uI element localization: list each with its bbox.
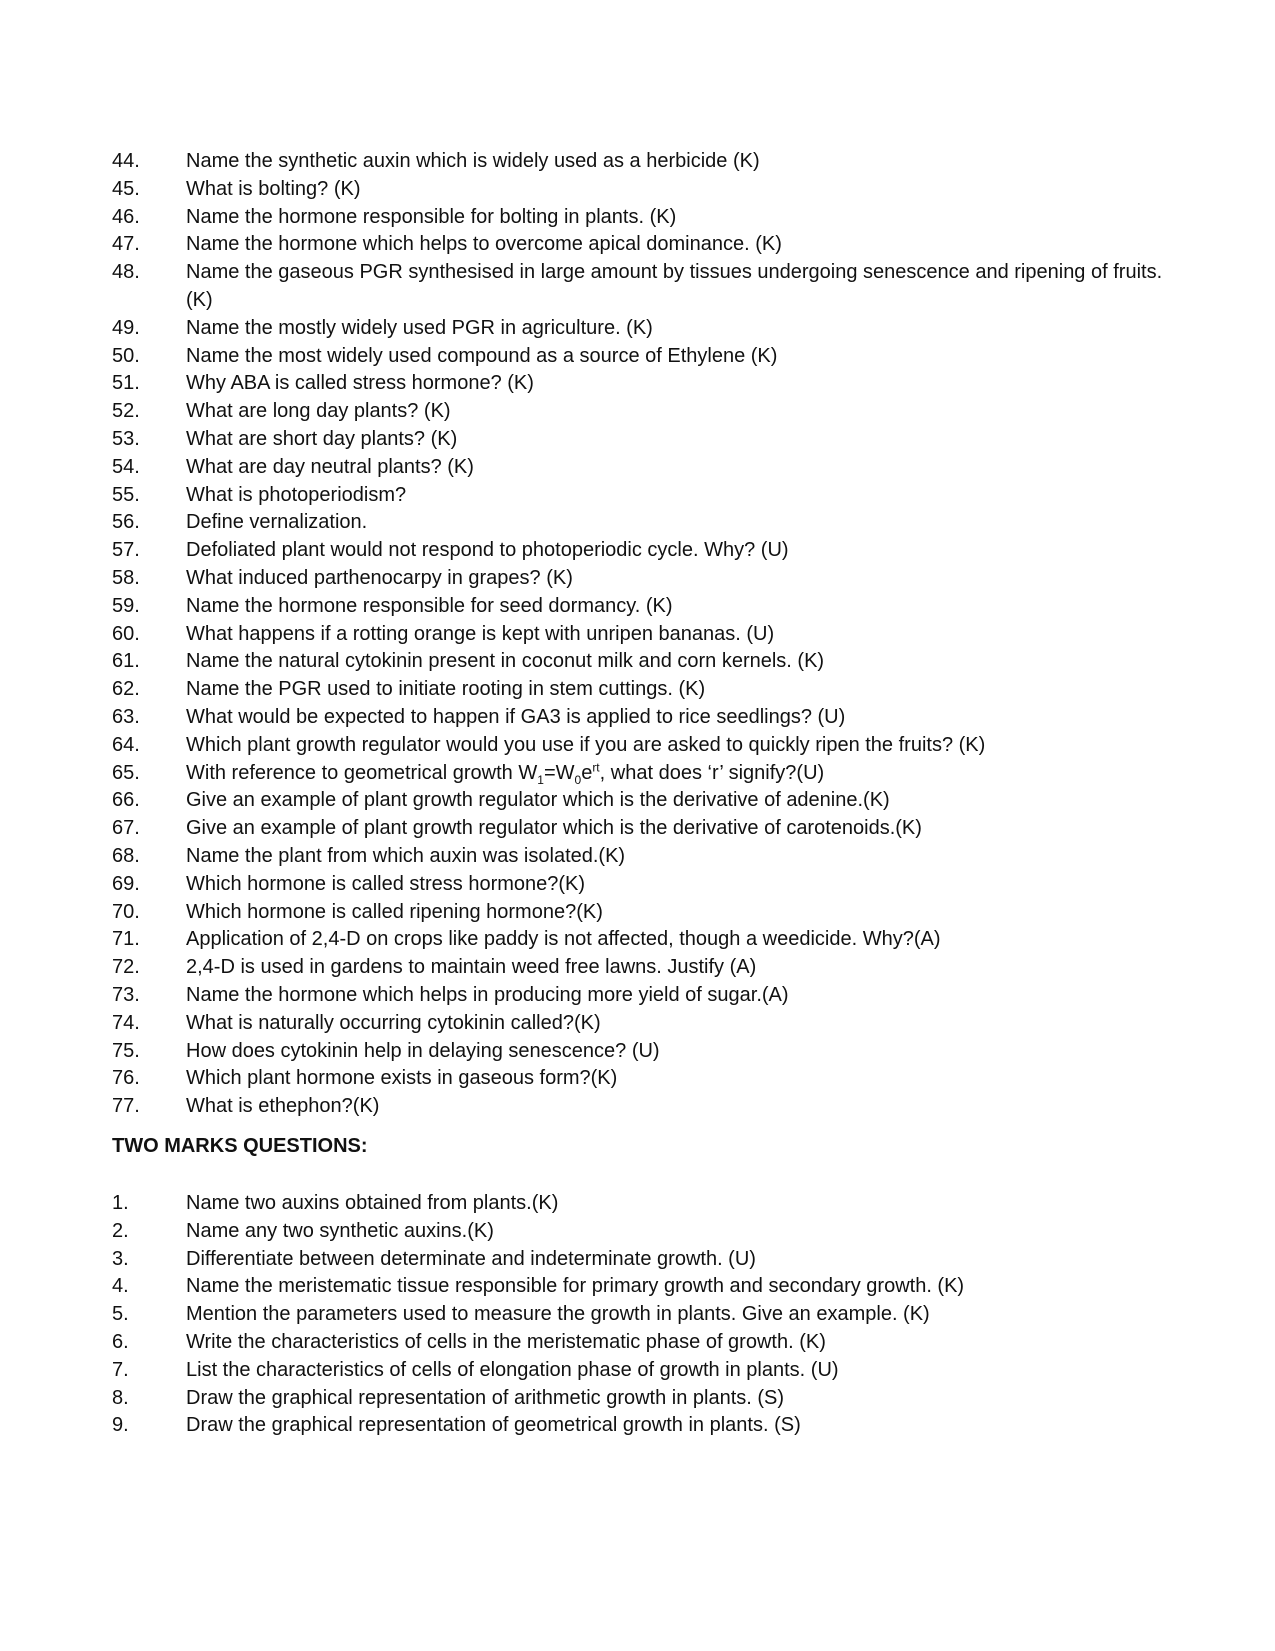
question-text: Name the gaseous PGR synthesised in large amount by tissues undergoing senescence and ripening of fruits. (K) bbox=[186, 261, 1163, 311]
question-text: 2,4-D is used in gardens to maintain weed free lawns. Justify (A) bbox=[186, 956, 757, 979]
question-number: 66. bbox=[112, 789, 140, 812]
formula-text: e bbox=[581, 761, 593, 784]
formula-subscript: 0 bbox=[574, 772, 582, 787]
question-number: 55. bbox=[112, 483, 140, 506]
question-number: 50. bbox=[112, 344, 140, 367]
question-item bbox=[112, 760, 1172, 788]
question-text: Which plant hormone exists in gaseous form?(K) bbox=[186, 1067, 618, 1090]
question-item bbox=[112, 1329, 1172, 1357]
question-number: 77. bbox=[112, 1095, 140, 1118]
question-text: What induced parthenocarpy in grapes? (K) bbox=[186, 566, 573, 589]
question-text: Which hormone is called stress hormone?(K) bbox=[186, 872, 586, 895]
question-item bbox=[112, 843, 1172, 871]
question-text: Draw the graphical representation of arithmetic growth in plants. (S) bbox=[186, 1386, 785, 1409]
question-text: Defoliated plant would not respond to photoperiodic cycle. Why? (U) bbox=[186, 539, 789, 562]
question-number: 74. bbox=[112, 1011, 140, 1034]
question-number: 63. bbox=[112, 705, 140, 728]
question-number: 57. bbox=[112, 539, 140, 562]
two-mark-question-list bbox=[112, 1190, 1172, 1440]
question-text: What are day neutral plants? (K) bbox=[186, 455, 474, 478]
question-item bbox=[112, 1273, 1172, 1301]
question-item bbox=[112, 398, 1172, 426]
question-item bbox=[112, 954, 1172, 982]
formula-text: With reference to geometrical growth W bbox=[186, 761, 538, 784]
question-item bbox=[112, 1412, 1172, 1440]
question-text: Draw the graphical representation of geometrical growth in plants. (S) bbox=[186, 1414, 801, 1437]
question-number: 3. bbox=[112, 1247, 129, 1270]
question-number: 72. bbox=[112, 956, 140, 979]
question-number: 69. bbox=[112, 872, 140, 895]
question-number: 56. bbox=[112, 511, 140, 534]
question-number: 48. bbox=[112, 261, 140, 284]
question-item bbox=[112, 787, 1172, 815]
question-number: 4. bbox=[112, 1275, 129, 1298]
question-number: 73. bbox=[112, 983, 140, 1006]
question-number: 45. bbox=[112, 177, 140, 200]
question-number: 5. bbox=[112, 1303, 129, 1326]
question-text: What is bolting? (K) bbox=[186, 177, 361, 200]
question-item bbox=[112, 926, 1172, 954]
question-text: Name the synthetic auxin which is widely used as a herbicide (K) bbox=[186, 150, 760, 172]
question-text: Name the plant from which auxin was isolated.(K) bbox=[186, 844, 626, 867]
question-number: 44. bbox=[112, 150, 140, 172]
one-mark-question-list bbox=[112, 148, 1172, 1121]
question-item bbox=[112, 370, 1172, 398]
question-text: Which plant growth regulator would you use if you are asked to quickly ripen the fruits? (K) bbox=[186, 733, 986, 756]
question-number: 75. bbox=[112, 1039, 140, 1062]
question-number: 47. bbox=[112, 233, 140, 256]
question-item bbox=[112, 1065, 1172, 1093]
question-text: Write the characteristics of cells in the meristematic phase of growth. (K) bbox=[186, 1330, 826, 1353]
question-text: Why ABA is called stress hormone? (K) bbox=[186, 372, 534, 395]
question-number: 54. bbox=[112, 455, 140, 478]
question-item bbox=[112, 1218, 1172, 1246]
question-text: Name the mostly widely used PGR in agriculture. (K) bbox=[186, 316, 653, 339]
question-number: 9. bbox=[112, 1414, 129, 1437]
question-text: What is naturally occurring cytokinin called?(K) bbox=[186, 1011, 601, 1034]
question-item bbox=[112, 343, 1172, 371]
question-item bbox=[112, 815, 1172, 843]
question-number: 49. bbox=[112, 316, 140, 339]
question-number: 61. bbox=[112, 650, 140, 673]
question-number: 58. bbox=[112, 566, 140, 589]
question-item bbox=[112, 148, 1172, 176]
question-number: 6. bbox=[112, 1330, 129, 1353]
formula-subscript: 1 bbox=[537, 772, 544, 787]
question-item bbox=[112, 648, 1172, 676]
question-item bbox=[112, 1246, 1172, 1274]
question-text: What is ethephon?(K) bbox=[186, 1095, 380, 1118]
question-text: Name the most widely used compound as a source of Ethylene (K) bbox=[186, 344, 778, 367]
question-text: Name the hormone which helps to overcome apical dominance. (K) bbox=[186, 233, 782, 256]
question-item bbox=[112, 621, 1172, 649]
question-item bbox=[112, 176, 1172, 204]
question-number: 8. bbox=[112, 1386, 129, 1409]
question-text: Name the natural cytokinin present in coconut milk and corn kernels. (K) bbox=[186, 650, 825, 673]
question-text-formula bbox=[186, 760, 1172, 788]
question-item bbox=[112, 259, 1172, 315]
question-text: Application of 2,4-D on crops like paddy is not affected, though a weedicide. Why?(A) bbox=[186, 928, 941, 951]
question-text: How does cytokinin help in delaying senescence? (U) bbox=[186, 1039, 660, 1062]
question-item bbox=[112, 1038, 1172, 1066]
question-number: 59. bbox=[112, 594, 140, 617]
question-text: What are short day plants? (K) bbox=[186, 427, 458, 450]
question-number: 53. bbox=[112, 427, 140, 450]
question-item bbox=[112, 732, 1172, 760]
question-item bbox=[112, 204, 1172, 232]
question-number: 65. bbox=[112, 761, 140, 784]
question-item bbox=[112, 315, 1172, 343]
question-item bbox=[112, 676, 1172, 704]
question-item bbox=[112, 593, 1172, 621]
question-item bbox=[112, 565, 1172, 593]
question-item bbox=[112, 1385, 1172, 1413]
question-text: Name the hormone which helps in producing more yield of sugar.(A) bbox=[186, 983, 789, 1006]
question-item bbox=[112, 231, 1172, 259]
question-text: What are long day plants? (K) bbox=[186, 400, 451, 423]
question-number: 7. bbox=[112, 1358, 129, 1381]
question-item bbox=[112, 899, 1172, 927]
question-number: 71. bbox=[112, 928, 140, 951]
question-text: Give an example of plant growth regulator which is the derivative of adenine.(K) bbox=[186, 789, 890, 812]
question-item bbox=[112, 1190, 1172, 1218]
question-text: Which hormone is called ripening hormone?(K) bbox=[186, 900, 603, 923]
question-number: 67. bbox=[112, 817, 140, 840]
question-number: 64. bbox=[112, 733, 140, 756]
question-number: 51. bbox=[112, 372, 140, 395]
question-text: Name the PGR used to initiate rooting in stem cuttings. (K) bbox=[186, 678, 706, 701]
question-text: Name any two synthetic auxins.(K) bbox=[186, 1219, 494, 1242]
question-item bbox=[112, 704, 1172, 732]
formula-text: , what does ‘r’ signify?(U) bbox=[599, 761, 825, 784]
formula-superscript: rt bbox=[592, 759, 600, 774]
question-number: 1. bbox=[112, 1192, 129, 1214]
section-heading: TWO MARKS QUESTIONS: bbox=[112, 1135, 368, 1157]
question-text: Name two auxins obtained from plants.(K) bbox=[186, 1192, 559, 1214]
question-item bbox=[112, 482, 1172, 510]
question-number: 52. bbox=[112, 400, 140, 423]
question-number: 70. bbox=[112, 900, 140, 923]
question-text: What would be expected to happen if GA3 is applied to rice seedlings? (U) bbox=[186, 705, 846, 728]
question-item bbox=[112, 454, 1172, 482]
question-number: 68. bbox=[112, 844, 140, 867]
question-number: 46. bbox=[112, 205, 140, 228]
question-item bbox=[112, 1010, 1172, 1038]
question-text: What is photoperiodism? bbox=[186, 483, 407, 506]
question-number: 2. bbox=[112, 1219, 129, 1242]
question-text: Name the hormone responsible for seed dormancy. (K) bbox=[186, 594, 673, 617]
question-text: Define vernalization. bbox=[186, 511, 368, 534]
question-item bbox=[112, 982, 1172, 1010]
question-text: Name the meristematic tissue responsible for primary growth and secondary growth. (K) bbox=[186, 1275, 965, 1298]
question-text: Give an example of plant growth regulator which is the derivative of carotenoids.(K) bbox=[186, 817, 922, 840]
question-text: List the characteristics of cells of elongation phase of growth in plants. (U) bbox=[186, 1358, 839, 1381]
question-item bbox=[112, 426, 1172, 454]
question-item bbox=[112, 1357, 1172, 1385]
question-text: Name the hormone responsible for bolting in plants. (K) bbox=[186, 205, 677, 228]
question-item bbox=[112, 509, 1172, 537]
question-item bbox=[112, 871, 1172, 899]
question-item bbox=[112, 537, 1172, 565]
question-number: 76. bbox=[112, 1067, 140, 1090]
formula-text: =W bbox=[543, 761, 575, 784]
question-item bbox=[112, 1301, 1172, 1329]
question-item bbox=[112, 1093, 1172, 1121]
question-text: Mention the parameters used to measure the growth in plants. Give an example. (K) bbox=[186, 1303, 930, 1326]
question-text: Differentiate between determinate and indeterminate growth. (U) bbox=[186, 1247, 756, 1270]
question-text: What happens if a rotting orange is kept with unripen bananas. (U) bbox=[186, 622, 775, 645]
question-number: 62. bbox=[112, 678, 140, 701]
question-number: 60. bbox=[112, 622, 140, 645]
